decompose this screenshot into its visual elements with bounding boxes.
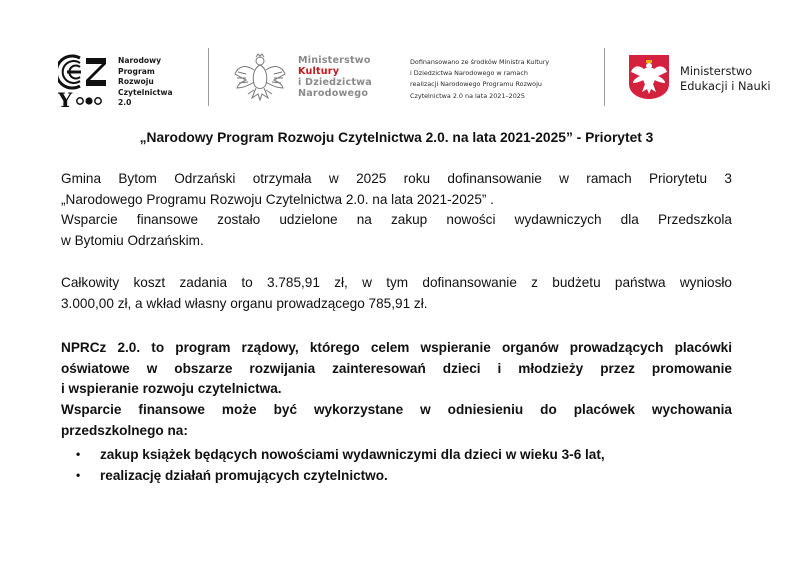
list-item-text: realizację działań promujących czytelnictwo.: [100, 468, 388, 483]
funding-note-line: realizacji Narodowego Programu Rozwoju: [410, 80, 542, 89]
logo-divider: [208, 48, 209, 106]
polish-eagle-gray-icon: [232, 52, 288, 104]
nprcz-logo-icon: [58, 54, 110, 110]
men-line: Edukacji i Nauki: [680, 79, 771, 93]
polish-eagle-red-shield-icon: [628, 54, 670, 100]
mkidn-logo: [232, 52, 392, 108]
nprcz-line: Czytelnictwa: [118, 87, 173, 97]
paragraph-line: w Bytomiu Odrzańskim.: [61, 232, 204, 248]
nprcz-line: Program: [118, 66, 155, 76]
list-item: [61, 465, 605, 486]
paragraph-line: Całkowity koszt zadania to 3.785,91 zł, w tym dofinansowanie z budżetu państwa wyniosło: [61, 275, 732, 290]
paragraph-line: Wsparcie finansowe zostało udzielone na zakup nowości wydawniczych dla Przedszkola: [61, 212, 732, 227]
bullet-icon: •: [76, 468, 81, 482]
paragraph-line: Wsparcie finansowe może być wykorzystane w odniesieniu do placówek wychowania: [61, 402, 732, 417]
paragraph-line: NPRCz 2.0. to program rządowy, którego celem wspieranie organów prowadzących placówki: [61, 340, 732, 355]
mkidn-line-kultury: Kultury: [298, 66, 340, 77]
paragraph-line: Gmina Bytom Odrzański otrzymała w 2025 roku dofinansowanie w ramach Priorytetu 3: [61, 171, 732, 186]
nprcz-logo: [58, 54, 198, 114]
mkidn-line: i Dziedzictwa: [298, 77, 372, 88]
funding-note-line: Dofinansowano ze środków Ministra Kultury: [410, 58, 550, 66]
bullet-icon: •: [76, 447, 81, 461]
nprcz-line: 2.0: [118, 98, 132, 108]
paragraph-costs: [61, 273, 732, 314]
list-item: [61, 444, 605, 465]
paragraph-line: i wspieranie rozwoju czytelnictwa.: [61, 381, 282, 396]
logo-divider: [604, 48, 605, 106]
paragraph-support-usage: [61, 400, 732, 441]
paragraph-line: oświatowe w obszarze rozwijania zainteresowań dzieci i młodzieży przez promowanie: [61, 360, 732, 376]
logo-header: [0, 0, 800, 120]
paragraph-line: 3.000,00 zł, a wkład własny organu prowadzącego 785,91 zł.: [61, 295, 428, 311]
men-line: Ministerstwo: [680, 64, 753, 78]
svg-text:Y: Y: [58, 88, 73, 110]
paragraph-funding-info: [61, 169, 732, 251]
funding-note-line: Czytelnictwa 2.0 na lata 2021–2025: [410, 91, 525, 100]
paragraph-line: „Narodowego Programu Rozwoju Czytelnictwa 2.0. na lata 2021-2025” .: [61, 191, 494, 207]
support-usage-list: [61, 444, 605, 486]
men-logo: [628, 54, 788, 106]
nprcz-line: Narodowy: [118, 56, 162, 65]
nprcz-line: Rozwoju: [118, 77, 154, 87]
list-item-text: zakup książek będących nowościami wydawniczymi dla dzieci w wieku 3-6 lat,: [100, 447, 605, 462]
funding-note: [410, 57, 600, 102]
document-title: „Narodowy Program Rozwoju Czytelnictwa 2.0. na lata 2021-2025” - Priorytet 3: [139, 130, 654, 145]
mkidn-line: Narodowego: [298, 88, 369, 99]
funding-note-line: i Dziedzictwa Narodowego w ramach: [410, 69, 528, 78]
paragraph-program-description: [61, 338, 732, 400]
paragraph-line: przedszkolnego na:: [61, 422, 188, 438]
mkidn-logo-text: [298, 55, 372, 99]
nprcz-logo-text: [118, 56, 173, 109]
mkidn-line: Ministerstwo: [298, 55, 371, 66]
men-logo-text: [680, 64, 771, 94]
